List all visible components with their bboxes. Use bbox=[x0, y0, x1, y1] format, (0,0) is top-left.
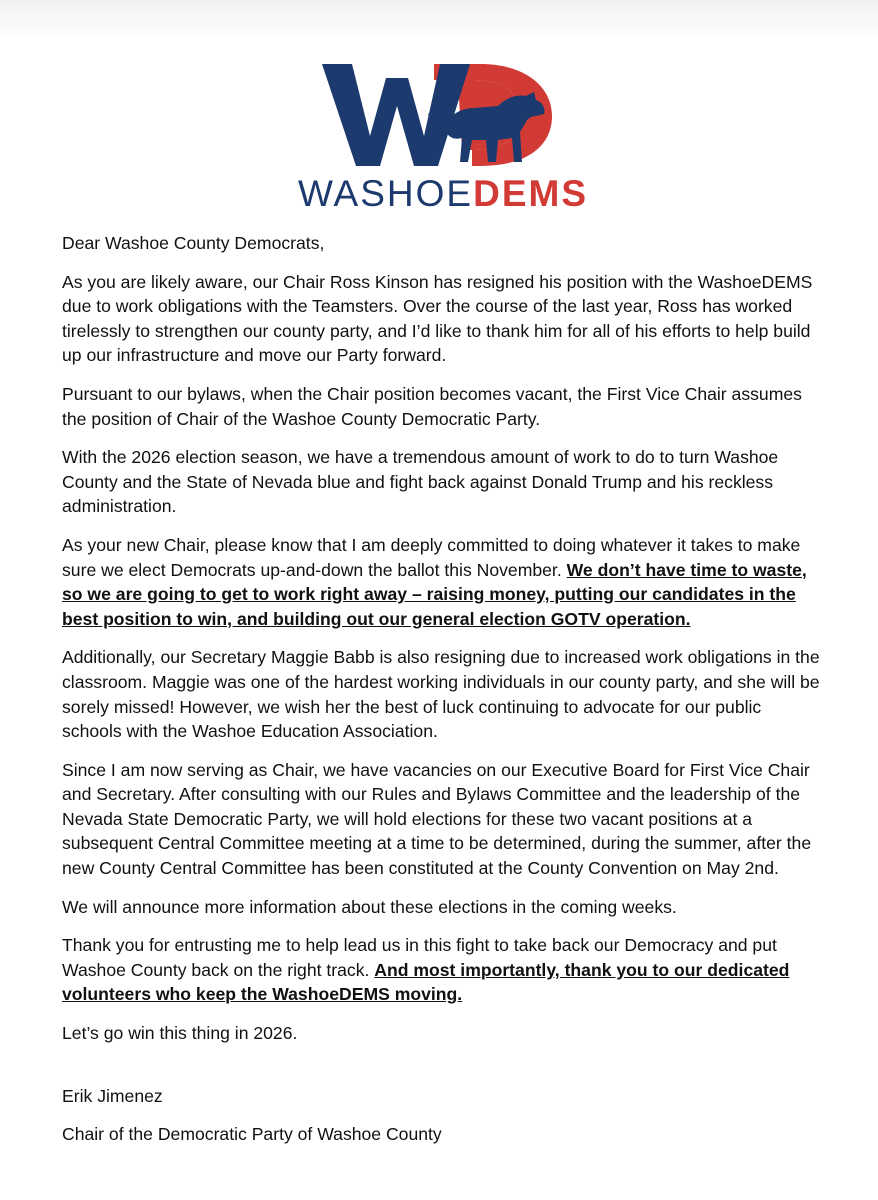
paragraph-5: Additionally, our Secretary Maggie Babb is also resigning due to increased work obligations in the classroom. Maggie was one of the hardest working individuals in our county party, and she will be sorely missed! However, we wish her the best of luck continuing to advocate for our public schools with the Washoe Education Association. bbox=[62, 647, 820, 742]
paragraph-4-emphasis: We don’t have time to waste, so we are going to get to work right away – raising money, putting our candidates in the best position to win, and building out our general election GOTV operation. bbox=[62, 559, 807, 629]
logo-wordmark bbox=[278, 172, 608, 216]
letter-body bbox=[62, 231, 822, 1161]
paragraph-4-text: As your new Chair, please know that I am deeply committed to doing whatever it takes to make sure we elect Democrats up-and-down the ballot this November. bbox=[62, 534, 801, 580]
paragraph-7: We will announce more information about these elections in the coming weeks. bbox=[62, 896, 677, 917]
logo-word-washoe: WASHOE bbox=[298, 173, 474, 214]
paragraph-3: With the 2026 election season, we have a tremendous amount of work to do to turn Washoe County and the State of Nevada blue and fight back against Donald Trump and his reckless administration. bbox=[62, 447, 779, 517]
paragraph-8-emphasis: And most importantly, thank you to our dedicated volunteers who keep the WashoeDEMS moving. bbox=[62, 959, 790, 1005]
top-shade bbox=[0, 0, 878, 40]
paragraph-2: Pursuant to our bylaws, when the Chair position becomes vacant, the First Vice Chair assumes the position of Chair of the Washoe County Democratic Party. bbox=[62, 383, 802, 429]
paragraph-1: As you are likely aware, our Chair Ross Kinson has resigned his position with the WashoeDEMS due to work obligations with the Teamsters. Over the course of the last year, Ross has worked tirelessly to strengthen our county party, and I’d like to thank him for all of his efforts to help build up our infrastructure and move our Party forward. bbox=[62, 271, 813, 366]
washoedems-logo bbox=[278, 58, 608, 218]
closing-line: Let’s go win this thing in 2026. bbox=[62, 1023, 298, 1044]
signature-title: Chair of the Democratic Party of Washoe County bbox=[62, 1124, 442, 1145]
paragraph-4 bbox=[62, 533, 822, 631]
paragraph-8-text: Thank you for entrusting me to help lead us in this fight to take back our Democracy and put Washoe County back on the right track. bbox=[62, 935, 777, 980]
signature-name: Erik Jimenez bbox=[62, 1085, 163, 1106]
paragraph-8 bbox=[62, 933, 822, 1007]
paragraph-6: Since I am now serving as Chair, we have vacancies on our Executive Board for First Vice Chair and Secretary. After consulting with our Rules and Bylaws Committee and the leadership of the Nevada State Democratic Party, we will hold elections for these two vacant positions at a subsequent Central Committee meeting at a time to be determined, during the summer, after the new County Central Committee has been constituted at the County Convention on May 2nd. bbox=[62, 759, 812, 879]
wd-donkey-logo-mark bbox=[322, 58, 552, 170]
logo-word-dems: DEMS bbox=[473, 173, 588, 214]
w-letter-shape bbox=[322, 64, 470, 166]
salutation: Dear Washoe County Democrats, bbox=[62, 233, 325, 253]
